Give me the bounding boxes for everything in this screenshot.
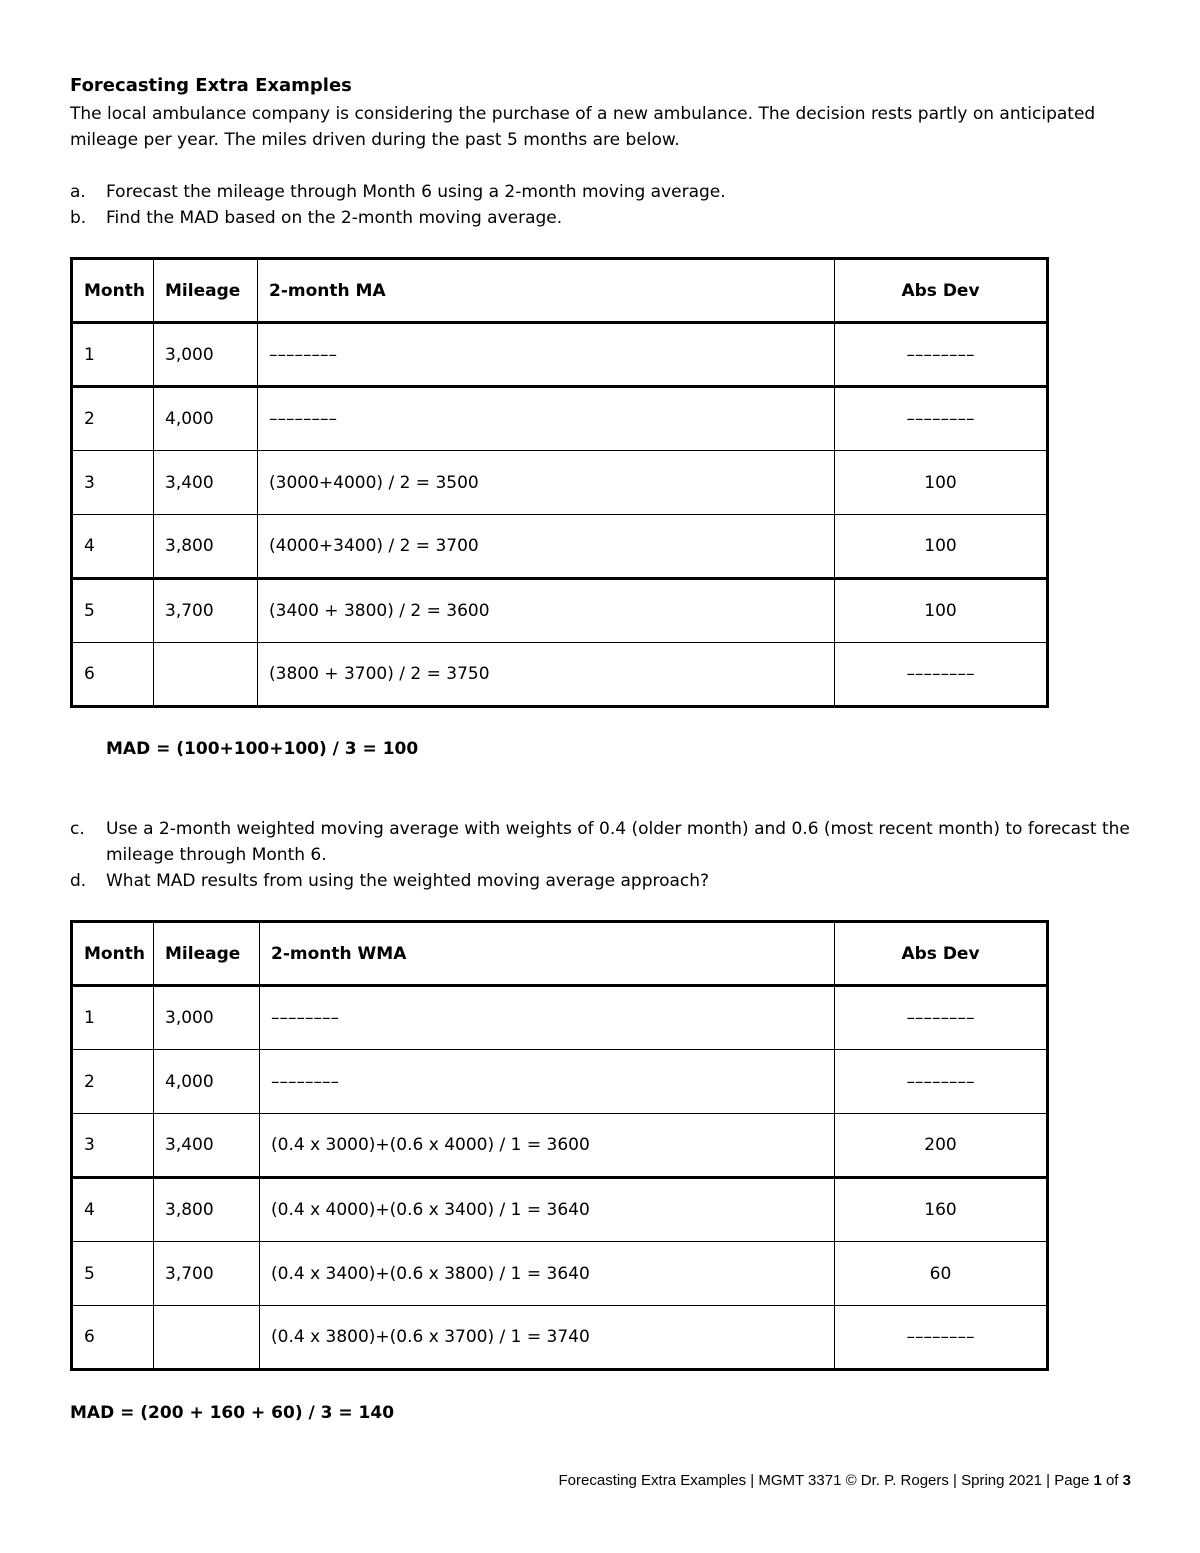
table-row bbox=[72, 1242, 1048, 1306]
page-footer bbox=[0, 1472, 1131, 1489]
question-text: Find the MAD based on the 2-month moving average. bbox=[106, 208, 563, 228]
cell-abs-dev: –––––––– bbox=[835, 323, 1048, 387]
footer-page-number: 1 bbox=[1093, 1472, 1102, 1489]
cell-abs-dev: 160 bbox=[835, 1178, 1048, 1242]
cell-mileage: 3,700 bbox=[154, 1242, 260, 1306]
table-row bbox=[72, 451, 1048, 515]
cell-abs-dev: 100 bbox=[835, 515, 1048, 579]
cell-forecast: –––––––– bbox=[260, 986, 835, 1050]
cell-month: 2 bbox=[72, 1050, 154, 1114]
question-item bbox=[70, 179, 1135, 205]
cell-abs-dev: –––––––– bbox=[835, 1306, 1048, 1370]
cell-abs-dev: –––––––– bbox=[835, 387, 1048, 451]
cell-month: 5 bbox=[72, 579, 154, 643]
header-cell-abs-dev: Abs Dev bbox=[835, 259, 1048, 323]
cell-abs-dev: 60 bbox=[835, 1242, 1048, 1306]
question-text: Forecast the mileage through Month 6 using a 2-month moving average. bbox=[106, 182, 726, 202]
question-item bbox=[70, 205, 1135, 231]
question-text: What MAD results from using the weighted moving average approach? bbox=[106, 871, 710, 891]
cell-mileage: 3,800 bbox=[154, 1178, 260, 1242]
intro-paragraph: The local ambulance company is considering the purchase of a new ambulance. The decision rests partly on anticipated mileage per year. The miles driven during the past 5 months are below. bbox=[70, 104, 1096, 150]
footer-text: Forecasting Extra Examples | MGMT 3371 © Dr. P. Rogers | Spring 2021 | Page bbox=[558, 1472, 1094, 1489]
page-title: Forecasting Extra Examples bbox=[70, 75, 352, 96]
cell-month: 2 bbox=[72, 387, 154, 451]
header-cell-abs-dev: Abs Dev bbox=[835, 922, 1048, 986]
cell-month: 6 bbox=[72, 643, 154, 707]
cell-mileage: 4,000 bbox=[154, 1050, 260, 1114]
table-row bbox=[72, 515, 1048, 579]
cell-abs-dev: –––––––– bbox=[835, 1050, 1048, 1114]
cell-forecast: (0.4 x 4000)+(0.6 x 3400) / 1 = 3640 bbox=[260, 1178, 835, 1242]
cell-mileage: 3,400 bbox=[154, 1114, 260, 1178]
cell-month: 6 bbox=[72, 1306, 154, 1370]
header-cell-mileage: Mileage bbox=[154, 259, 258, 323]
cell-forecast: (3800 + 3700) / 2 = 3750 bbox=[258, 643, 835, 707]
cell-forecast: –––––––– bbox=[260, 1050, 835, 1114]
question-marker: c. bbox=[70, 819, 85, 839]
cell-month: 4 bbox=[72, 515, 154, 579]
mad-result-ma: MAD = (100+100+100) / 3 = 100 bbox=[106, 739, 419, 759]
question-item bbox=[70, 868, 1135, 894]
cell-month: 1 bbox=[72, 323, 154, 387]
cell-month: 5 bbox=[72, 1242, 154, 1306]
cell-abs-dev: 200 bbox=[835, 1114, 1048, 1178]
table-header-row bbox=[72, 922, 1048, 986]
cell-mileage: 3,000 bbox=[154, 323, 258, 387]
table-row bbox=[72, 1114, 1048, 1178]
question-marker: b. bbox=[70, 208, 87, 228]
table-row bbox=[72, 1178, 1048, 1242]
table-row bbox=[72, 323, 1048, 387]
mad-result-wma: MAD = (200 + 160 + 60) / 3 = 140 bbox=[70, 1403, 395, 1423]
header-cell-month: Month bbox=[72, 922, 154, 986]
cell-forecast: (3400 + 3800) / 2 = 3600 bbox=[258, 579, 835, 643]
table-row bbox=[72, 643, 1048, 707]
question-list-cd bbox=[70, 816, 1135, 894]
cell-mileage: 3,800 bbox=[154, 515, 258, 579]
cell-month: 3 bbox=[72, 451, 154, 515]
footer-page-total: 3 bbox=[1122, 1472, 1131, 1489]
cell-abs-dev: 100 bbox=[835, 451, 1048, 515]
table-row bbox=[72, 387, 1048, 451]
cell-forecast: (0.4 x 3400)+(0.6 x 3800) / 1 = 3640 bbox=[260, 1242, 835, 1306]
cell-mileage bbox=[154, 1306, 260, 1370]
header-cell-forecast: 2-month WMA bbox=[260, 922, 835, 986]
cell-mileage: 3,700 bbox=[154, 579, 258, 643]
table-row bbox=[72, 986, 1048, 1050]
cell-month: 4 bbox=[72, 1178, 154, 1242]
cell-forecast: –––––––– bbox=[258, 387, 835, 451]
moving-average-table bbox=[70, 257, 1049, 708]
header-cell-forecast: 2-month MA bbox=[258, 259, 835, 323]
table-row bbox=[72, 579, 1048, 643]
cell-month: 3 bbox=[72, 1114, 154, 1178]
cell-forecast: (3000+4000) / 2 = 3500 bbox=[258, 451, 835, 515]
cell-forecast: (4000+3400) / 2 = 3700 bbox=[258, 515, 835, 579]
cell-abs-dev: 100 bbox=[835, 579, 1048, 643]
weighted-moving-average-table bbox=[70, 920, 1049, 1371]
question-item bbox=[70, 816, 1135, 868]
cell-forecast: (0.4 x 3800)+(0.6 x 3700) / 1 = 3740 bbox=[260, 1306, 835, 1370]
footer-of: of bbox=[1101, 1472, 1123, 1489]
cell-mileage: 4,000 bbox=[154, 387, 258, 451]
header-cell-mileage: Mileage bbox=[154, 922, 260, 986]
cell-mileage: 3,000 bbox=[154, 986, 260, 1050]
cell-abs-dev: –––––––– bbox=[835, 643, 1048, 707]
cell-mileage bbox=[154, 643, 258, 707]
cell-abs-dev: –––––––– bbox=[835, 986, 1048, 1050]
cell-mileage: 3,400 bbox=[154, 451, 258, 515]
table-row bbox=[72, 1306, 1048, 1370]
question-list-ab bbox=[70, 179, 1135, 231]
cell-forecast: (0.4 x 3000)+(0.6 x 4000) / 1 = 3600 bbox=[260, 1114, 835, 1178]
cell-forecast: –––––––– bbox=[258, 323, 835, 387]
table-row bbox=[72, 1050, 1048, 1114]
question-text: Use a 2-month weighted moving average with weights of 0.4 (older month) and 0.6 (most recent month) to forecast the mileage through Month 6. bbox=[106, 819, 1130, 865]
question-marker: a. bbox=[70, 182, 86, 202]
cell-month: 1 bbox=[72, 986, 154, 1050]
table-header-row bbox=[72, 259, 1048, 323]
header-cell-month: Month bbox=[72, 259, 154, 323]
question-marker: d. bbox=[70, 871, 87, 891]
